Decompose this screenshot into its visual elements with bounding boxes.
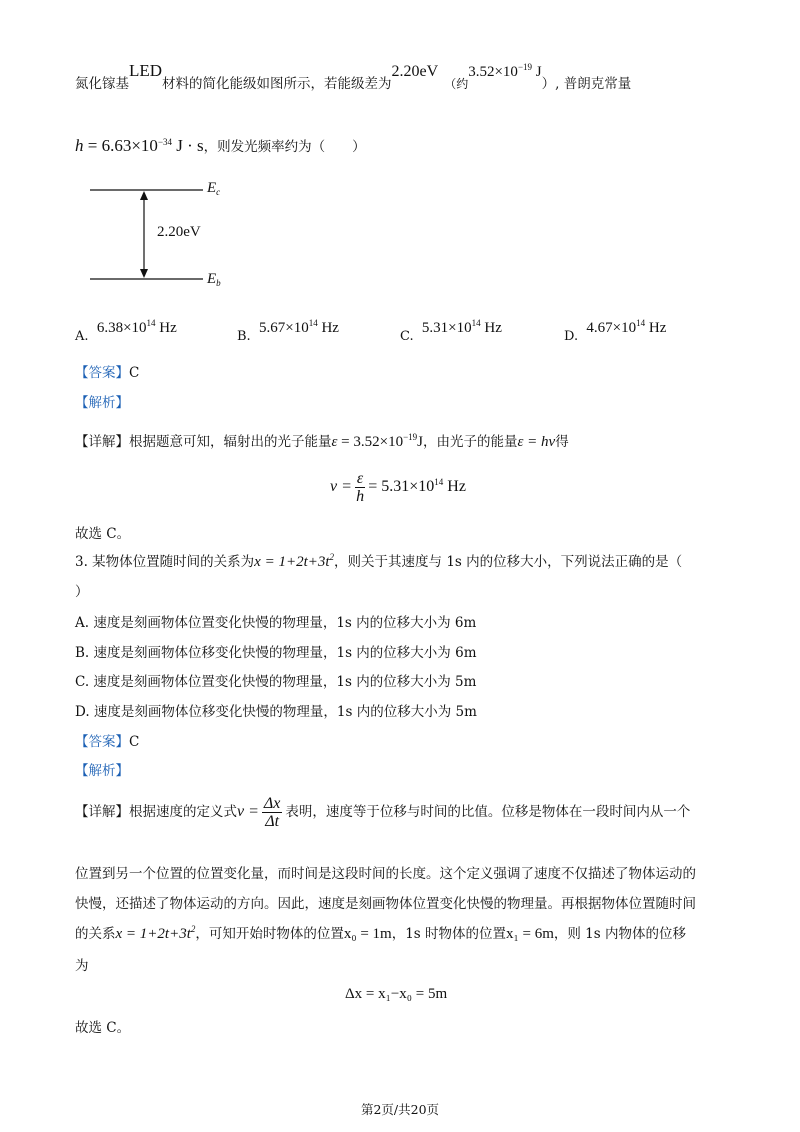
q3-final-position: x₁ = 6m bbox=[506, 926, 554, 942]
q3-stem-formula-exp: 2 bbox=[329, 552, 335, 562]
q2-option-exp: 14 bbox=[471, 318, 481, 328]
q2-option-a bbox=[75, 318, 177, 344]
q2-planck-constant bbox=[75, 136, 204, 155]
q2-formula-num: ε bbox=[356, 470, 364, 487]
q2-detail-eq: = 3.52×10 bbox=[337, 434, 404, 450]
q2-option-c bbox=[400, 318, 502, 344]
energy-level-diagram bbox=[85, 178, 245, 293]
analysis-tag: 【解析】 bbox=[75, 763, 129, 779]
q3-detail-line2 bbox=[75, 862, 696, 882]
q2-energy-joule bbox=[468, 64, 541, 80]
upper-level-label bbox=[207, 180, 220, 197]
q2-option-base: 4.67×10 bbox=[586, 320, 637, 336]
q2-energy-joule-unit: J bbox=[535, 64, 542, 80]
q2-detail-text: 根据题意可知，辐射出的光子能量 bbox=[129, 434, 332, 450]
q2-option-unit: Hz bbox=[321, 320, 339, 336]
lower-level-label bbox=[207, 271, 221, 288]
q3-detail-line3 bbox=[75, 892, 696, 912]
q2-option-value bbox=[259, 320, 339, 336]
upper-level-symbol: E bbox=[207, 180, 217, 196]
q2-option-base: 5.67×10 bbox=[258, 320, 309, 336]
q3-detail-text: 表明，速度等于位移与时间的比值。位移是物体在一段时间内从一个 bbox=[285, 804, 691, 821]
q2-option-unit: Hz bbox=[648, 320, 667, 336]
q2-formula-fraction bbox=[355, 470, 365, 505]
q2-option-value bbox=[97, 320, 177, 336]
q3-detail-text: ，1s 时物体的位置 bbox=[391, 926, 507, 942]
q3-option-a bbox=[75, 611, 476, 631]
q3-detail-formula-exp: 2 bbox=[190, 924, 196, 934]
q2-option-letter: C. bbox=[400, 329, 414, 344]
q3-velocity-num: Δx bbox=[263, 795, 281, 812]
q2-stem-text: 氮化镓基 bbox=[75, 76, 129, 92]
q3-velocity-lhs: v = bbox=[237, 803, 259, 821]
q2-stem-line2 bbox=[75, 135, 366, 156]
q3-conclusion bbox=[75, 1016, 130, 1036]
q3-detail-text: 根据速度的定义式 bbox=[129, 804, 237, 821]
q3-displacement-formula-text: Δx = x₁−x₀ = 5m bbox=[345, 986, 448, 1002]
q3-stem-formula bbox=[254, 554, 334, 570]
q2-option-value bbox=[422, 320, 502, 336]
answer-value: C bbox=[129, 734, 140, 750]
q3-option-text: A. 速度是刻画物体位置变化快慢的物理量，1s 内的位移大小为 6m bbox=[75, 615, 477, 631]
answer-tag: 【答案】 bbox=[75, 734, 129, 750]
q2-formula-rhs: = 5.31×10 bbox=[368, 478, 435, 496]
lower-level-symbol: E bbox=[207, 271, 217, 287]
q2-detail-photon-eq: ε = hν bbox=[517, 434, 556, 450]
detail-tag: 【详解】 bbox=[75, 434, 129, 450]
q3-detail-line4 bbox=[75, 922, 686, 943]
q2-option-letter: A. bbox=[75, 329, 89, 344]
q2-option-exp: 14 bbox=[308, 318, 318, 328]
q3-detail-text: 为 bbox=[75, 958, 89, 974]
q3-option-text: B. 速度是刻画物体位移变化快慢的物理量，1s 内的位移大小为 6m bbox=[75, 645, 477, 661]
gap-label: 2.20eV bbox=[157, 224, 201, 240]
q2-energy-gap: 2.20eV bbox=[391, 63, 439, 80]
q2-answer bbox=[75, 361, 139, 381]
q2-planck-exp: −34 bbox=[157, 137, 173, 147]
q3-stem-text: ） bbox=[75, 584, 89, 600]
q3-option-text: C. 速度是刻画物体位置变化快慢的物理量，1s 内的位移大小为 5m bbox=[75, 674, 477, 690]
q3-detail-text: 快慢，还描述了物体运动的方向。因此，速度是刻画物体位置变化快慢的物理量。再根据物体位置随时间 bbox=[75, 896, 696, 912]
q3-analysis-tag bbox=[75, 759, 129, 779]
q2-formula-lhs: ν = bbox=[330, 478, 352, 496]
page-footer bbox=[0, 1100, 800, 1118]
q2-planck-symbol: h bbox=[75, 136, 84, 155]
lower-level-sub: b bbox=[216, 278, 221, 288]
q2-stem-text: ，则发光频率约为（ ） bbox=[203, 139, 366, 155]
q3-initial-position: x₀ = 1m bbox=[343, 926, 392, 942]
q2-analysis-tag bbox=[75, 391, 129, 411]
q2-detail-text: 得 bbox=[555, 434, 569, 450]
q2-planck-unit: J · s bbox=[176, 136, 204, 155]
analysis-tag: 【解析】 bbox=[75, 395, 129, 411]
q2-energy-joule-base: 3.52×10 bbox=[468, 64, 518, 80]
q3-detail-line1 bbox=[75, 795, 690, 830]
q2-detail-eps: ε bbox=[331, 434, 338, 450]
q2-formula-den: h bbox=[356, 488, 365, 505]
q3-detail-text: 的关系 bbox=[75, 926, 116, 942]
q3-stem-text: ，则关于其速度与 1s 内的位移大小，下列说法正确的是（ bbox=[334, 554, 683, 570]
q2-option-d bbox=[564, 318, 667, 344]
q2-stem-line1 bbox=[75, 61, 632, 93]
q2-detail-energy bbox=[332, 434, 424, 450]
q2-formula-exp: 14 bbox=[434, 477, 444, 488]
detail-tag: 【详解】 bbox=[75, 804, 129, 821]
q2-planck-value: = 6.63×10 bbox=[83, 136, 158, 155]
q2-option-unit: Hz bbox=[484, 320, 502, 336]
q2-stem-text: 材料的简化能级如图所示，若能级差为 bbox=[162, 76, 392, 92]
gap-arrow-head-up bbox=[140, 191, 148, 200]
q2-stem-text: （约 bbox=[444, 77, 469, 91]
answer-tag: 【答案】 bbox=[75, 365, 129, 381]
q3-detail-line5 bbox=[75, 954, 89, 974]
q2-option-base: 5.31×10 bbox=[421, 320, 472, 336]
q3-velocity-fraction bbox=[262, 795, 283, 830]
conclusion-text: 故选 C。 bbox=[75, 526, 131, 542]
q3-detail-text: ，则 1s 内物体的位移 bbox=[553, 926, 686, 942]
q2-detail-line bbox=[75, 430, 569, 451]
q2-detail-unit: J bbox=[417, 434, 424, 450]
q2-option-base: 6.38×10 bbox=[96, 320, 147, 336]
q3-option-b bbox=[75, 641, 477, 661]
conclusion-text: 故选 C。 bbox=[75, 1020, 131, 1036]
q3-option-d bbox=[75, 700, 477, 720]
q3-displacement-formula bbox=[345, 986, 447, 1003]
q2-option-unit: Hz bbox=[159, 320, 177, 336]
q3-option-text: D. 速度是刻画物体位移变化快慢的物理量，1s 内的位移大小为 5m bbox=[75, 704, 477, 720]
q3-stem-formula-body: x = 1+2t+3t bbox=[254, 554, 330, 570]
q2-option-value bbox=[586, 320, 666, 336]
q3-stem-line2 bbox=[75, 580, 89, 600]
gap-arrow-head-down bbox=[140, 269, 148, 278]
q2-energy-joule-exp: −19 bbox=[517, 62, 533, 72]
q2-conclusion bbox=[75, 522, 130, 542]
q3-option-c bbox=[75, 670, 476, 690]
q2-led-label: LED bbox=[129, 61, 163, 80]
q2-formula-unit: Hz bbox=[447, 478, 466, 496]
q3-stem-text: 3. 某物体位置随时间的关系为 bbox=[75, 554, 255, 570]
q3-detail-text: ，可知开始时物体的位置 bbox=[195, 926, 344, 942]
q3-detail-formula-body: x = 1+2t+3t bbox=[115, 926, 191, 942]
q3-stem-line1 bbox=[75, 550, 682, 571]
answer-value: C bbox=[129, 365, 140, 381]
q2-option-letter: B. bbox=[237, 329, 251, 344]
upper-level-sub: c bbox=[216, 187, 221, 197]
page-number: 第2页/共20页 bbox=[360, 1102, 440, 1117]
q3-velocity-den: Δt bbox=[265, 813, 280, 830]
q3-detail-text: 位置到另一个位置的位置变化量，而时间是这段时间的长度。这个定义强调了速度不仅描述了物体运动的 bbox=[75, 866, 696, 882]
q2-stem-text: ）, 普朗克常量 bbox=[541, 76, 632, 92]
q2-option-exp: 14 bbox=[636, 318, 646, 328]
q2-option-exp: 14 bbox=[146, 318, 156, 328]
q3-detail-formula bbox=[116, 926, 196, 942]
q3-answer bbox=[75, 730, 139, 750]
q2-frequency-formula bbox=[330, 470, 466, 505]
q2-option-letter: D. bbox=[564, 329, 579, 344]
q2-detail-text: ，由光子的能量 bbox=[423, 434, 518, 450]
q2-detail-exp: −19 bbox=[403, 432, 418, 442]
q2-option-b bbox=[237, 318, 339, 344]
